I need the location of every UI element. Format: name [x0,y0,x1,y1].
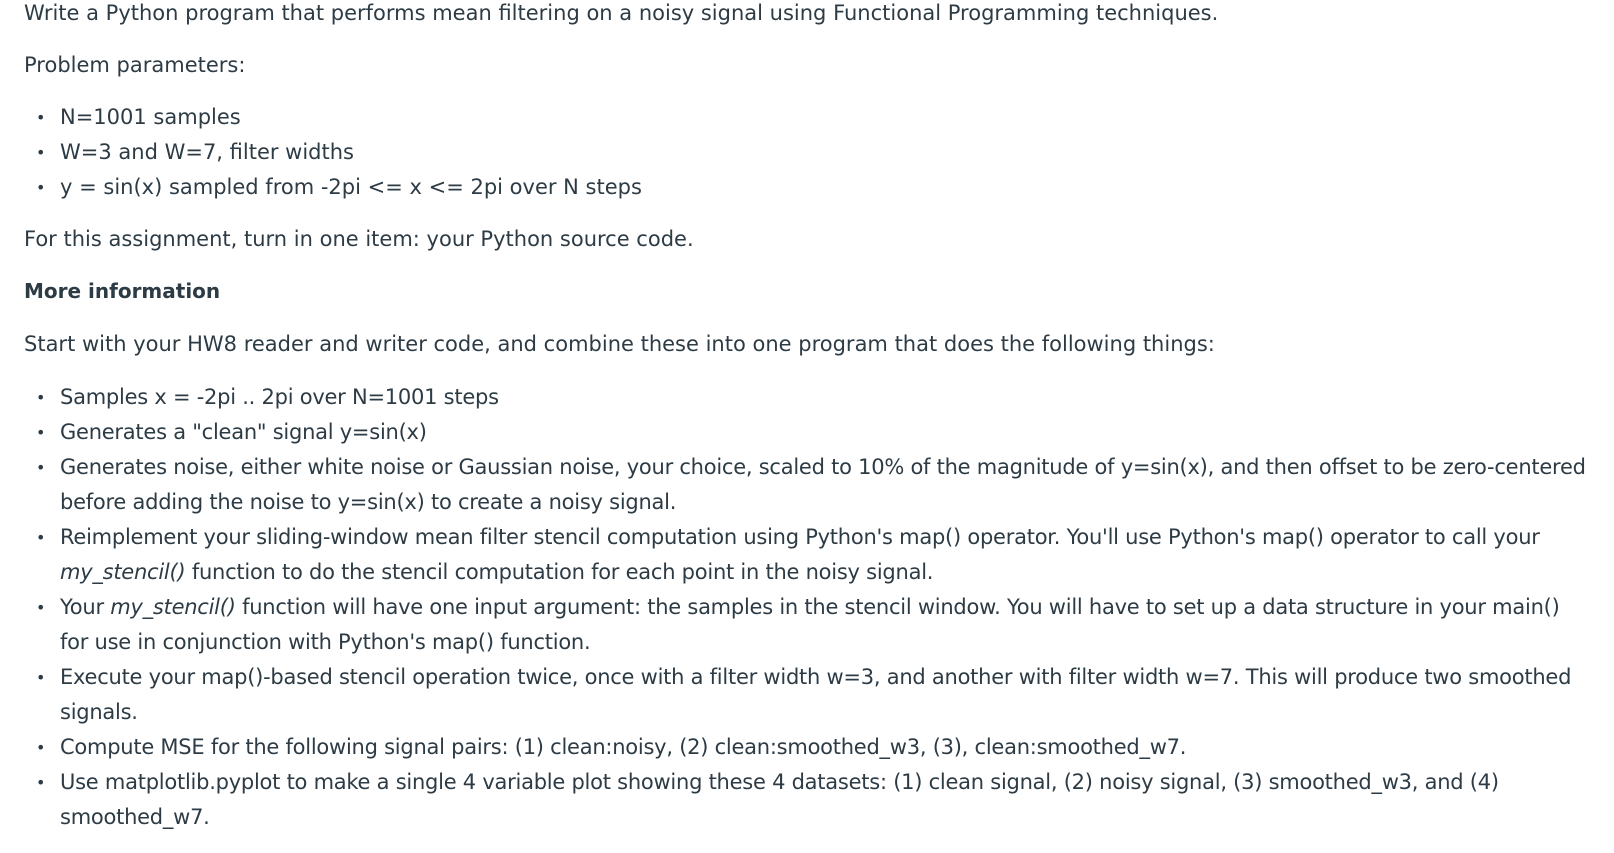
function-name: my_stencil() [110,595,236,619]
task-item: • Use matplotlib.pyplot to make a single 4 variable plot showing these 4 datasets: (1) clean signal, (2) noisy signal, (3) smoothed_w3, and (4) smoothed_w7. [24,765,1592,835]
param-item: • y = sin(x) sampled from -2pi <= x <= 2pi over N steps [24,170,642,205]
tasks-list [24,380,1592,835]
intro-paragraph: Write a Python program that performs mean filtering on a noisy signal using Functional Programming techniques. [24,1,1219,25]
startwith-paragraph: Start with your HW8 reader and writer code, and combine these into one program that does the following things: [24,332,1215,356]
param-item: • W=3 and W=7, filter widths [24,135,642,170]
task-item: • Generates noise, either white noise or Gaussian noise, your choice, scaled to 10% of the magnitude of y=sin(x), and then offset to be zero-centered before adding the noise to y=sin(x) to create a noisy signal. [24,450,1592,520]
task-text: function will have one input argument: the samples in the stencil window. You will have to set up a data structure in your main() for use in conjunction with Python's map() function. [60,595,1560,654]
more-info-heading: More information [24,279,221,303]
param-item: • N=1001 samples [24,100,642,135]
function-name: my_stencil() [60,560,186,584]
task-item: • Samples x = -2pi .. 2pi over N=1001 steps [24,380,1592,415]
task-item [24,590,1592,660]
task-text: function to do the stencil computation for each point in the noisy signal. [185,560,934,584]
task-item [24,520,1592,590]
task-text: Reimplement your sliding-window mean filter stencil computation using Python's map() operator. You'll use Python's map() operator to call your [60,525,1540,549]
task-item: • Generates a "clean" signal y=sin(x) [24,415,1592,450]
params-list [24,100,642,205]
task-item: • Compute MSE for the following signal pairs: (1) clean:noisy, (2) clean:smoothed_w3, (3), clean:smoothed_w7. [24,730,1592,765]
params-label: Problem parameters: [24,53,246,77]
task-item: • Execute your map()-based stencil operation twice, once with a filter width w=3, and another with filter width w=7. This will produce two smoothed signals. [24,660,1592,730]
task-text: Your [60,595,111,619]
turnin-paragraph: For this assignment, turn in one item: your Python source code. [24,227,694,251]
